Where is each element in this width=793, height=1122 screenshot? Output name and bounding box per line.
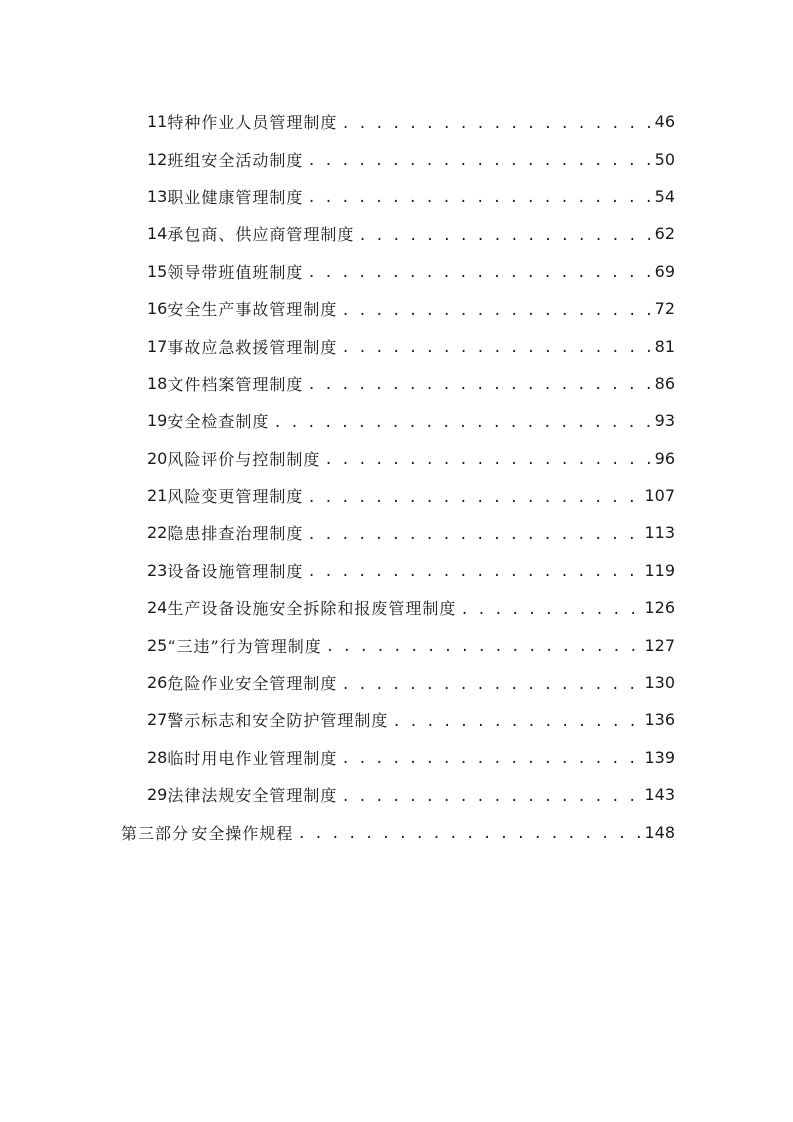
toc-dot-leader <box>341 790 640 804</box>
toc-entry-title: 隐患排查治理制度 <box>167 524 304 544</box>
toc-entry-page: 143 <box>644 785 675 805</box>
toc-dot-leader <box>307 528 640 542</box>
toc-entry-page: 69 <box>654 261 675 281</box>
toc-entry-title: 班组安全活动制度 <box>167 150 304 170</box>
toc-entry-number: 11 <box>147 112 168 132</box>
toc-entry-title: 法律法规安全管理制度 <box>167 786 338 806</box>
toc-entry[interactable] <box>0 140 793 177</box>
toc-part-page: 148 <box>644 822 675 842</box>
toc-part-title: 安全操作规程 <box>191 823 294 843</box>
toc-entry-page: 46 <box>654 112 675 132</box>
toc-entry-page: 50 <box>654 149 675 169</box>
toc-entry-number: 20 <box>147 448 168 468</box>
toc-entry[interactable] <box>0 626 793 663</box>
toc-entry-number: 18 <box>147 373 168 393</box>
toc-dot-leader <box>273 416 650 430</box>
toc-entry-number: 12 <box>147 149 168 169</box>
toc-dot-leader <box>341 117 650 131</box>
toc-dot-leader <box>341 678 640 692</box>
toc-entry[interactable] <box>0 514 793 551</box>
toc-entry-page: 62 <box>654 224 675 244</box>
table-of-contents <box>0 103 793 851</box>
toc-entry-title: 风险变更管理制度 <box>167 487 304 507</box>
toc-part-entry[interactable] <box>0 813 793 850</box>
toc-entry-number: 14 <box>147 224 168 244</box>
toc-entry[interactable] <box>0 402 793 439</box>
toc-entry-title: 事故应急救援管理制度 <box>167 337 338 357</box>
toc-entry-number: 23 <box>147 560 168 580</box>
toc-dot-leader <box>358 229 650 243</box>
toc-entry-number: 22 <box>147 523 168 543</box>
toc-dot-leader <box>460 603 640 617</box>
toc-entry-title: “三违”行为管理制度 <box>167 636 322 656</box>
toc-entry-page: 86 <box>654 373 675 393</box>
toc-entry-page: 113 <box>644 523 675 543</box>
toc-entry[interactable] <box>0 178 793 215</box>
toc-entry[interactable] <box>0 552 793 589</box>
toc-entry-page: 139 <box>644 747 675 767</box>
toc-entry-number: 16 <box>147 299 168 319</box>
toc-part-number: 第三部分 <box>121 823 190 843</box>
toc-entry-title: 临时用电作业管理制度 <box>167 748 338 768</box>
toc-entry-number: 27 <box>147 710 168 730</box>
toc-entry-title: 承包商、供应商管理制度 <box>167 225 355 245</box>
toc-entry-number: 24 <box>147 598 168 618</box>
toc-entry-page: 130 <box>644 673 675 693</box>
toc-entry[interactable] <box>0 215 793 252</box>
toc-entry-number: 26 <box>147 673 168 693</box>
toc-entry-title: 职业健康管理制度 <box>167 187 304 207</box>
toc-entry[interactable] <box>0 664 793 701</box>
toc-entry-page: 81 <box>654 336 675 356</box>
toc-entry[interactable] <box>0 440 793 477</box>
toc-entry-title: 领导带班值班制度 <box>167 262 304 282</box>
toc-dot-leader <box>341 752 640 766</box>
toc-entry-page: 136 <box>644 710 675 730</box>
toc-entry[interactable] <box>0 701 793 738</box>
toc-dot-leader <box>307 565 640 579</box>
toc-entry-title: 安全生产事故管理制度 <box>167 300 338 320</box>
toc-entry-title: 危险作业安全管理制度 <box>167 674 338 694</box>
toc-dot-leader <box>392 715 640 729</box>
toc-entry-title: 特种作业人员管理制度 <box>167 113 338 133</box>
toc-dot-leader <box>297 827 640 841</box>
toc-entry-page: 54 <box>654 186 675 206</box>
toc-entry-title: 文件档案管理制度 <box>167 374 304 394</box>
toc-entry-number: 13 <box>147 186 168 206</box>
toc-entry[interactable] <box>0 589 793 626</box>
toc-entry[interactable] <box>0 290 793 327</box>
toc-entry-page: 107 <box>644 486 675 506</box>
toc-entry-page: 93 <box>654 411 675 431</box>
toc-entry-number: 28 <box>147 747 168 767</box>
toc-dot-leader <box>307 491 640 505</box>
toc-entry-number: 15 <box>147 261 168 281</box>
toc-dot-leader <box>307 266 650 280</box>
toc-entry[interactable] <box>0 739 793 776</box>
toc-entry-title: 安全检查制度 <box>167 412 270 432</box>
toc-entry-number: 29 <box>147 785 168 805</box>
toc-entry-page: 127 <box>644 635 675 655</box>
toc-entry-number: 19 <box>147 411 168 431</box>
toc-dot-leader <box>307 378 650 392</box>
toc-entry-title: 风险评价与控制制度 <box>167 449 321 469</box>
toc-entry-page: 72 <box>654 299 675 319</box>
toc-entry[interactable] <box>0 776 793 813</box>
toc-dot-leader <box>324 453 650 467</box>
toc-entry[interactable] <box>0 327 793 364</box>
toc-entry-number: 21 <box>147 486 168 506</box>
toc-entry-page: 96 <box>654 448 675 468</box>
toc-entry-number: 17 <box>147 336 168 356</box>
toc-entry[interactable] <box>0 103 793 140</box>
toc-entry[interactable] <box>0 365 793 402</box>
toc-entry-number: 25 <box>147 635 168 655</box>
toc-entry-title: 警示标志和安全防护管理制度 <box>167 711 389 731</box>
toc-entry-title: 设备设施管理制度 <box>167 561 304 581</box>
toc-entry-page: 126 <box>644 598 675 618</box>
toc-entry[interactable] <box>0 477 793 514</box>
toc-dot-leader <box>341 341 650 355</box>
toc-entry-title: 生产设备设施安全拆除和报废管理制度 <box>167 599 457 619</box>
toc-dot-leader <box>307 191 650 205</box>
toc-dot-leader <box>341 304 650 318</box>
toc-entry[interactable] <box>0 253 793 290</box>
toc-dot-leader <box>307 154 650 168</box>
toc-entry-page: 119 <box>644 560 675 580</box>
toc-dot-leader <box>326 640 641 654</box>
